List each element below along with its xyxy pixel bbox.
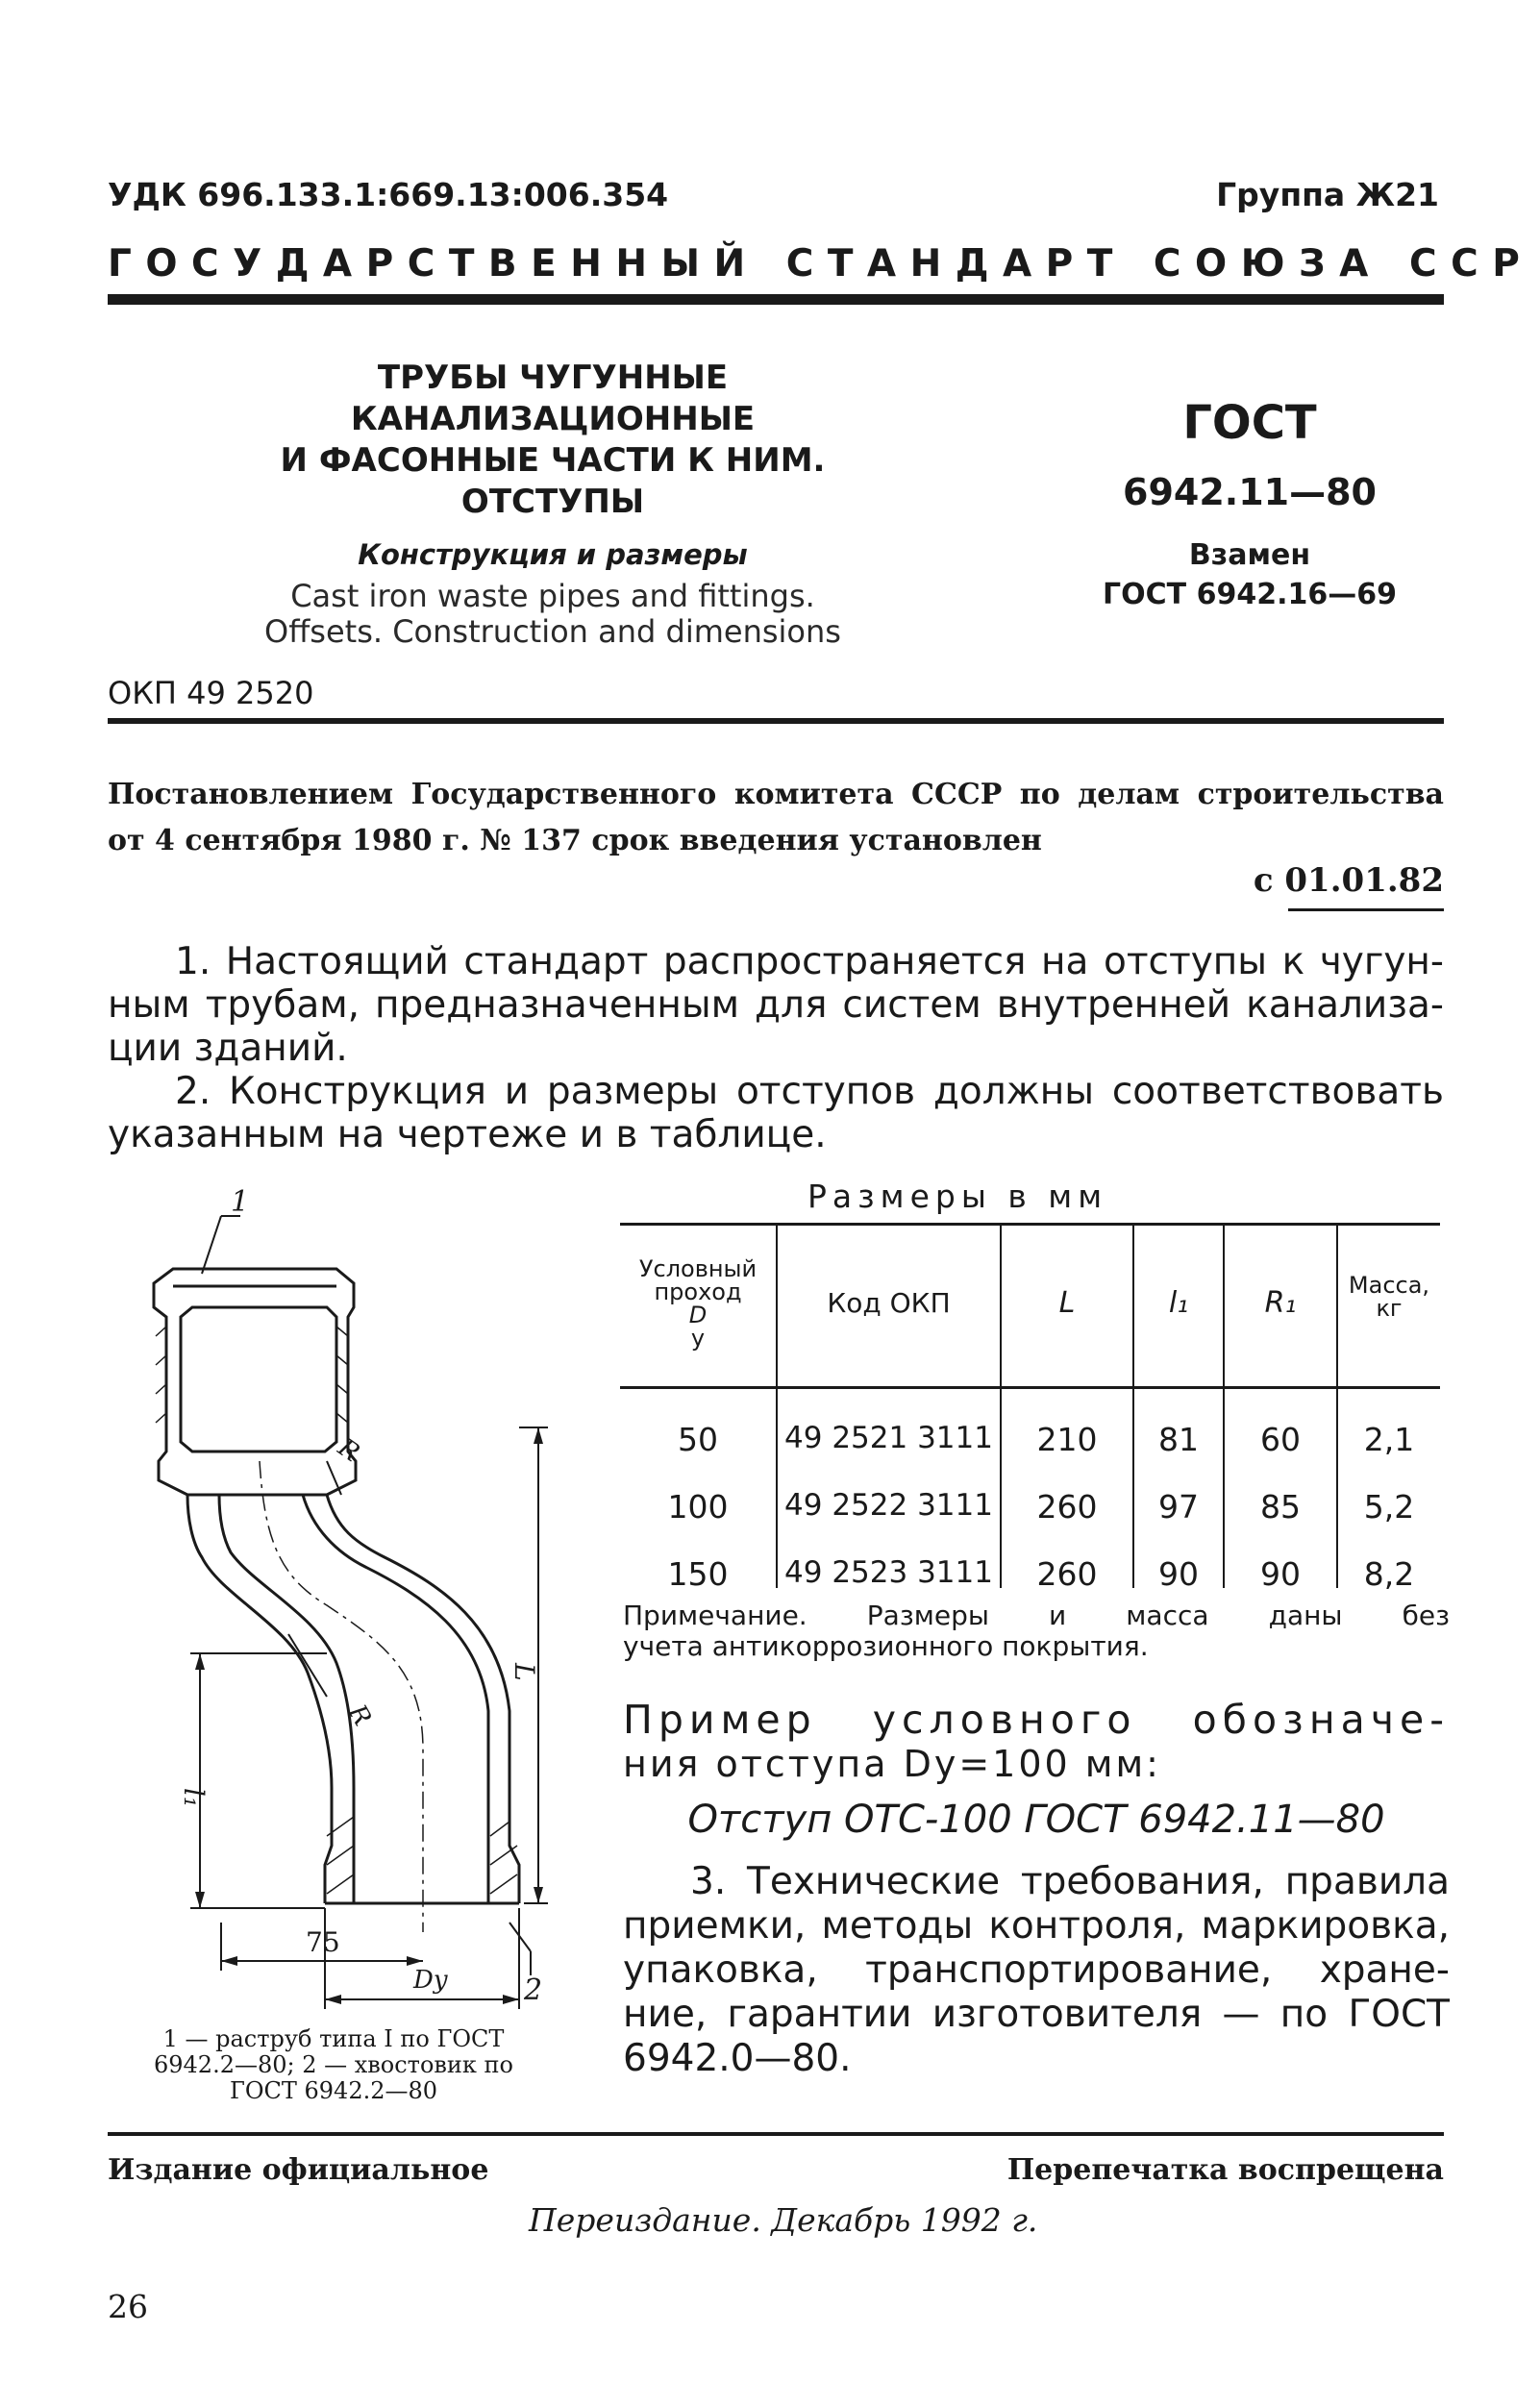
body-outer-right <box>327 1495 519 1903</box>
table-cell-L: 260 <box>1036 1555 1098 1593</box>
header-dy-line-1: Условный <box>638 1255 758 1282</box>
header-dy-line-2: проход <box>654 1278 742 1305</box>
effective-date: с 01.01.82 <box>1253 861 1444 900</box>
legend-line-2: 6942.2—80; 2 — хвостовик по <box>153 2051 513 2078</box>
para3-line-2: приемки, методы контроля, маркировка, <box>623 1904 1450 1948</box>
decree-line-2: от 4 сентября 1980 г. № 137 срок введения установлен <box>108 824 1042 857</box>
table-col-divider <box>1223 1226 1225 1588</box>
table-cell-L: 260 <box>1036 1488 1098 1526</box>
header-mass-line-1: Масса, <box>1348 1272 1430 1299</box>
centerline <box>260 1461 423 1932</box>
table-header-R1: R₁ <box>1264 1286 1297 1320</box>
table-cell-okp: 49 2521 3111 <box>784 1421 993 1455</box>
label-R-top: R <box>332 1433 365 1468</box>
table-cell-dy: 100 <box>667 1488 729 1526</box>
para3 <box>623 1860 1450 2081</box>
state-standard-heading: ГОСУДАРСТВЕННЫЙ СТАНДАРТ СОЮЗА ССР <box>108 242 1534 285</box>
table-cell-dy: 150 <box>667 1555 729 1593</box>
offset-drawing <box>96 1173 596 2019</box>
title-en-line-1: Cast iron waste pipes and fittings. <box>290 578 815 614</box>
decree <box>108 772 1444 864</box>
title-ru-line-1: ТРУБЫ ЧУГУННЫЕ КАНАЛИЗАЦИОННЫЕ <box>350 359 756 438</box>
footer-rule <box>108 2132 1444 2136</box>
table-col-divider <box>1000 1226 1002 1588</box>
table-header-l1: l₁ <box>1168 1286 1189 1320</box>
table-header-okp: Код ОКП <box>827 1287 951 1319</box>
table-cell-okp: 49 2523 3111 <box>784 1555 993 1590</box>
table-cell-mass: 5,2 <box>1363 1488 1415 1526</box>
note-line-2: учета антикоррозионного покрытия. <box>623 1630 1149 1662</box>
table-cell-R1: 60 <box>1260 1421 1301 1458</box>
table-top-rule <box>620 1223 1440 1226</box>
note-line-1: Примечание. Размеры и масса даны без <box>623 1600 1450 1631</box>
gost-number: 6942.11—80 <box>1123 471 1377 513</box>
table-header-rule <box>620 1386 1440 1389</box>
gost-block <box>1067 396 1432 611</box>
table-cell-R1: 85 <box>1260 1488 1301 1526</box>
replaces-label: Взамен <box>1188 538 1311 572</box>
example-line-2: ния отступа Dу=100 мм: <box>623 1743 1161 1785</box>
label-l1: l₁ <box>178 1788 210 1808</box>
reissue-note: Переиздание. Декабрь 1992 г. <box>529 2201 1038 2239</box>
legend-line-1: 1 — раструб типа I по ГОСТ <box>162 2025 505 2052</box>
header-thick-rule <box>108 294 1444 305</box>
label-R-mid: R <box>341 1700 377 1731</box>
designation-example <box>623 1697 1450 1785</box>
table-cell-l1: 81 <box>1158 1421 1199 1458</box>
table-cell-mass: 2,1 <box>1363 1421 1415 1458</box>
group-code: Группа Ж21 <box>1216 176 1439 213</box>
para2-line-1: 2. Конструкция и размеры отступов должны соответствовать <box>175 1070 1444 1113</box>
title-ru-line-3: ОТСТУПЫ <box>460 483 645 521</box>
drawing-legend <box>108 2026 559 2104</box>
para2-line-2: указанным на чертеже и в таблице. <box>108 1113 827 1156</box>
socket-outline <box>154 1269 356 1495</box>
legend-line-3: ГОСТ 6942.2—80 <box>229 2077 438 2104</box>
label-Dy: Dу <box>413 1966 448 1995</box>
okp-rule <box>108 718 1444 724</box>
header-mass-line-2: кг <box>1376 1295 1403 1322</box>
table-caption: Размеры в мм <box>807 1178 1108 1215</box>
label-L: L <box>509 1663 540 1681</box>
table-cell-L: 210 <box>1036 1421 1098 1458</box>
table-cell-okp: 49 2522 3111 <box>784 1488 993 1523</box>
para1-line-2: ным трубам, предназначенным для систем внутренней канализа- <box>108 983 1444 1027</box>
table-cell-R1: 90 <box>1260 1555 1301 1593</box>
table-header-dy <box>620 1257 776 1350</box>
gost-label: ГОСТ <box>1182 396 1317 450</box>
edition-label: Издание официальное <box>108 2153 489 2187</box>
page-number: 26 <box>108 2288 148 2325</box>
para1-line-3: ции зданий. <box>108 1027 348 1070</box>
table-cell-l1: 97 <box>1158 1488 1199 1526</box>
para1-line-1: 1. Настоящий стандарт распространяется на отступы к чугун- <box>175 940 1444 983</box>
callout-1: 1 <box>231 1185 250 1219</box>
table-note <box>623 1601 1450 1662</box>
para3-line-3: упаковка, транспортирование, хране- <box>623 1948 1450 1992</box>
example-designation: Отступ ОТС-100 ГОСТ 6942.11—80 <box>687 1798 1385 1842</box>
replaces-value: ГОСТ 6942.16—69 <box>1103 578 1397 611</box>
para3-line-1: 3. Технические требования, правила <box>690 1860 1450 1903</box>
callout-2: 2 <box>524 1973 543 2007</box>
okp-code: ОКП 49 2520 <box>108 675 314 711</box>
title-block <box>187 358 918 650</box>
title-ru-line-2: И ФАСОННЫЕ ЧАСТИ К НИМ. <box>280 441 826 480</box>
body-inner-left <box>219 1495 354 1903</box>
table-col-divider <box>776 1226 778 1588</box>
table-col-divider <box>1132 1226 1134 1588</box>
socket-inner <box>181 1307 336 1452</box>
para3-line-5: 6942.0—80. <box>623 2037 852 2080</box>
body-outer-left <box>187 1495 332 1903</box>
example-line-1: Пример условного обозначе- <box>623 1697 1450 1743</box>
decree-line-1: Постановлением Государственного комитета СССР по делам строительства <box>108 778 1444 811</box>
para3-line-4: ние, гарантии изготовителя — по ГОСТ <box>623 1993 1450 2036</box>
udk-code: УДК 696.133.1:669.13:006.354 <box>108 176 669 213</box>
table-cell-l1: 90 <box>1158 1555 1199 1593</box>
label-75: 75 <box>306 1926 340 1958</box>
body-paragraphs <box>108 940 1444 1156</box>
effective-date-underline <box>1288 908 1444 911</box>
title-ru-subtitle: Конструкция и размеры <box>358 538 748 571</box>
table-header-mass <box>1338 1274 1440 1320</box>
header-dy-line-3: D <box>688 1302 708 1328</box>
table-cell-dy: 50 <box>678 1421 718 1458</box>
title-en-line-2: Offsets. Construction and dimensions <box>264 613 841 650</box>
table-header-L: L <box>1058 1286 1076 1320</box>
reprint-ban-label: Перепечатка воспрещена <box>1006 2153 1444 2187</box>
table-cell-mass: 8,2 <box>1363 1555 1415 1593</box>
header-dy-line-4: у <box>690 1325 706 1352</box>
